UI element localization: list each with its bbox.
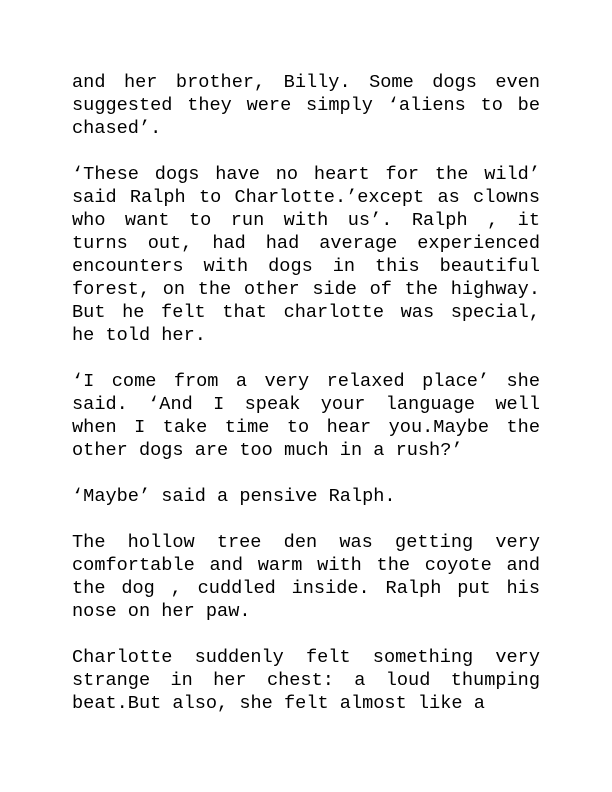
paragraph-6: Charlotte suddenly felt something very strange in her chest: a loud thumping beat.But also, she felt almost like a bbox=[72, 647, 540, 714]
paragraph-2: ‘These dogs have no heart for the wild’ said Ralph to Charlotte.’except as clowns who want to run with us’. Ralph , it turns out, had had average experienced encounters with dogs in this beautiful forest, on the other side of the highway. But he felt that charlotte was special, he told her. bbox=[72, 164, 540, 346]
paragraph-3: ‘I come from a very relaxed place’ she said. ‘And I speak your language well when I take time to hear you.Maybe the other dogs are too much in a rush?’ bbox=[72, 371, 540, 461]
paragraph-1: and her brother, Billy. Some dogs even suggested they were simply ‘aliens to be chased’. bbox=[72, 72, 540, 139]
paragraph-4: ‘Maybe’ said a pensive Ralph. bbox=[72, 486, 396, 507]
paragraph-5: The hollow tree den was getting very comfortable and warm with the coyote and the dog , cuddled inside. Ralph put his nose on her paw. bbox=[72, 532, 540, 622]
document-body bbox=[72, 71, 540, 715]
